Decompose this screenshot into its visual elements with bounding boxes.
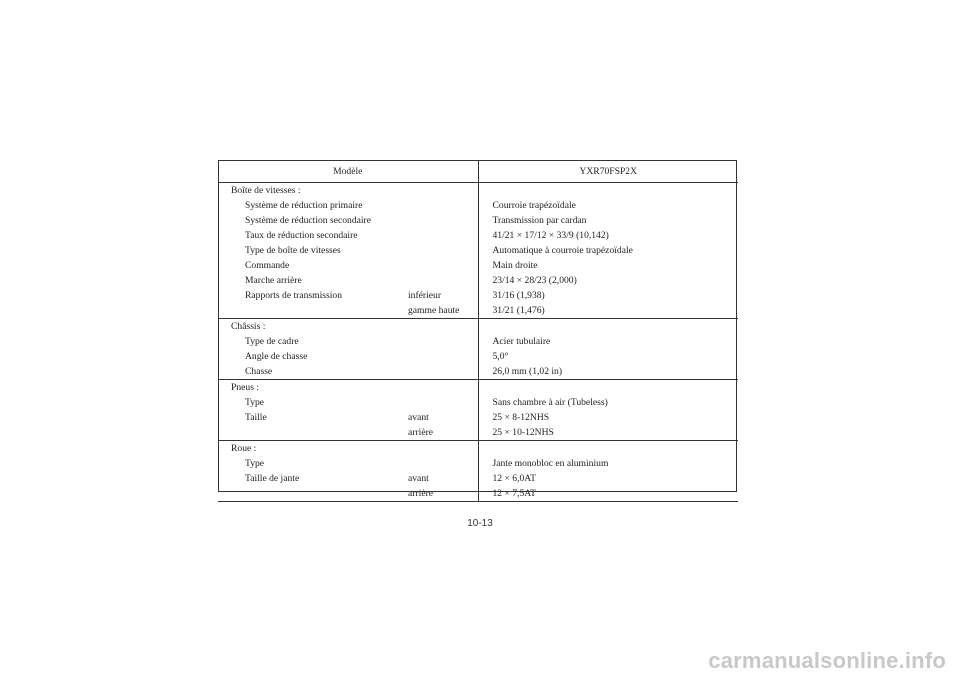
- spec-value: Automatique à courroie trapézoïdale: [478, 243, 738, 258]
- table-row: [218, 364, 738, 380]
- specifications-body: [218, 160, 738, 502]
- section-title-value-cell: [478, 183, 738, 199]
- spec-value: 31/16 (1,938): [478, 288, 738, 303]
- spec-sublabel: [406, 258, 478, 273]
- spec-label: Taille de jante: [245, 473, 300, 484]
- model-value: YXR70FSP2X: [478, 160, 738, 183]
- spec-sublabel: arrière: [406, 425, 478, 441]
- model-label: Modèle: [218, 160, 478, 183]
- table-row: [218, 334, 738, 349]
- spec-label: Système de réduction secondaire: [245, 215, 372, 226]
- page-number: 10-13: [467, 518, 493, 529]
- spec-value: Acier tubulaire: [478, 334, 738, 349]
- spec-label: Type de boîte de vitesses: [245, 245, 341, 256]
- table-row: [218, 410, 738, 425]
- spec-value: 31/21 (1,476): [478, 303, 738, 319]
- spec-sublabel: [406, 456, 478, 471]
- spec-label: Rapports de transmission: [245, 290, 342, 301]
- spec-label: Commande: [245, 260, 290, 271]
- table-row: [218, 349, 738, 364]
- section-title-row: [218, 380, 738, 396]
- spec-sublabel: [406, 395, 478, 410]
- spec-label: Type: [245, 458, 265, 469]
- watermark: carmanualsonline.info: [708, 648, 946, 673]
- table-row: [218, 243, 738, 258]
- spec-value: Sans chambre à air (Tubeless): [478, 395, 738, 410]
- table-row: [218, 258, 738, 273]
- spec-sublabel: avant: [408, 412, 429, 423]
- spec-sublabel: [406, 273, 478, 288]
- table-row: [218, 395, 738, 410]
- table-row: [218, 471, 738, 486]
- spec-sublabel: gamme haute: [406, 303, 478, 319]
- spec-value: Courroie trapézoïdale: [478, 198, 738, 213]
- spec-sublabel: [406, 228, 478, 243]
- table-row: [218, 273, 738, 288]
- spec-sublabel: [406, 198, 478, 213]
- spec-label: Type de cadre: [245, 336, 299, 347]
- section-title-row: [218, 319, 738, 335]
- section-title-row: [218, 441, 738, 457]
- spec-value: 26,0 mm (1,02 in): [478, 364, 738, 380]
- spec-sublabel: [406, 213, 478, 228]
- spec-value: Jante monobloc en aluminium: [478, 456, 738, 471]
- spec-label: [218, 425, 406, 441]
- spec-value: 12 × 7,5AT: [478, 486, 738, 502]
- spec-sublabel: avant: [408, 473, 429, 484]
- spec-value: 23/14 × 28/23 (2,000): [478, 273, 738, 288]
- spec-value: 5,0°: [478, 349, 738, 364]
- section-title-value-cell: [478, 380, 738, 396]
- spec-label: [218, 486, 406, 502]
- spec-value: Main droite: [478, 258, 738, 273]
- spec-sublabel: [406, 364, 478, 380]
- table-row: [218, 213, 738, 228]
- table-row: [218, 456, 738, 471]
- spec-value: 12 × 6,0AT: [478, 471, 738, 486]
- table-row: [218, 486, 738, 502]
- spec-label: Taille: [245, 412, 267, 423]
- section-title: Boîte de vitesses :: [231, 185, 301, 196]
- spec-label: Système de réduction primaire: [245, 200, 363, 211]
- section-title-row: [218, 183, 738, 199]
- spec-sublabel: [406, 334, 478, 349]
- spec-sublabel: [406, 349, 478, 364]
- spec-label: Angle de chasse: [245, 351, 308, 362]
- table-row: [218, 288, 738, 303]
- spec-value: 41/21 × 17/12 × 33/9 (10,142): [478, 228, 738, 243]
- spec-sublabel: [406, 243, 478, 258]
- table-row: [218, 303, 738, 319]
- specifications-table: [218, 160, 738, 502]
- spec-value: Transmission par cardan: [478, 213, 738, 228]
- table-row: [218, 198, 738, 213]
- table-row: [218, 228, 738, 243]
- section-title-value-cell: [478, 319, 738, 335]
- spec-sublabel: arrière: [406, 486, 478, 502]
- section-title: Pneus :: [231, 382, 259, 393]
- spec-label: Marche arrière: [245, 275, 302, 286]
- spec-label: Taux de réduction secondaire: [245, 230, 358, 241]
- section-title: Châssis :: [231, 321, 266, 332]
- spec-value: 25 × 10-12NHS: [478, 425, 738, 441]
- spec-label: Type: [245, 397, 265, 408]
- spec-value: 25 × 8-12NHS: [478, 410, 738, 425]
- table-header-row: [218, 160, 738, 183]
- spec-sublabel: inférieur: [408, 290, 442, 301]
- spec-label: [218, 303, 406, 319]
- table-row: [218, 425, 738, 441]
- spec-label: Chasse: [218, 364, 406, 380]
- section-title: Roue :: [231, 443, 257, 454]
- section-title-value-cell: [478, 441, 738, 457]
